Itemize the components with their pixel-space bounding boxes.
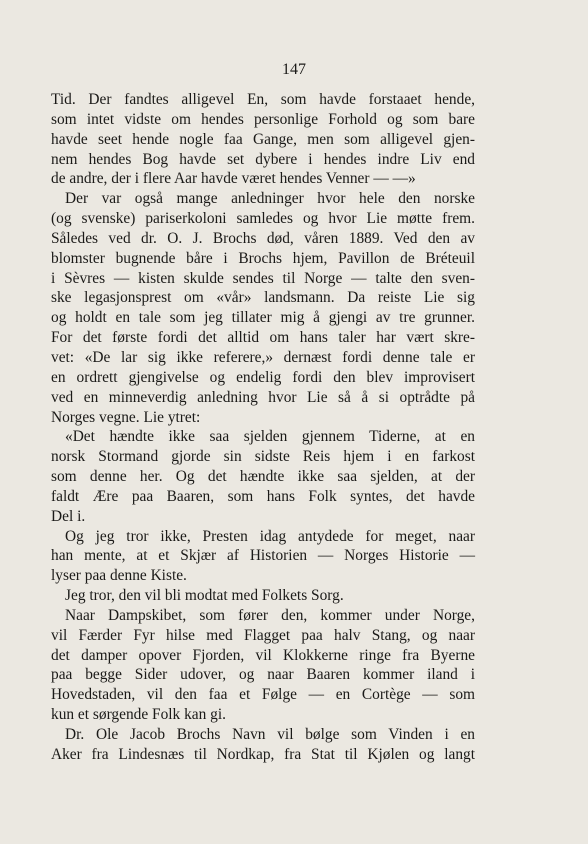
text-line: (og svenske) pariserkoloni samledes og hvor Lie møtte frem. xyxy=(51,210,475,228)
text-line: nem hendes Bog havde set dybere i hendes indre Liv end xyxy=(51,150,475,168)
body-text xyxy=(51,90,475,765)
text-line: havde seet hende nogle faa Gange, men som alligevel gjen- xyxy=(51,130,475,148)
text-line: «Det hændte ikke saa sjelden gjennem Tiderne, at en xyxy=(65,428,475,446)
text-line: Tid. Der fandtes alligevel En, som havde forstaaet hende, xyxy=(51,91,475,108)
text-line: det damper opover Fjorden, vil Klokkerne ringe fra Byerne xyxy=(51,646,475,664)
text-line: ved en minneverdig anledning hvor Lie så å si optrådte på xyxy=(51,388,475,406)
text-line: ske legasjonsprest om «vår» landsmann. Da reiste Lie sig xyxy=(51,289,475,307)
text-line: norsk Stormand gjorde sin sidste Reis hjem i en farkost xyxy=(51,448,475,466)
text-line: og holdt en tale som jeg tillater mig å gjengi av tre grunner. xyxy=(51,309,475,327)
text-line: faldt Ære paa Baaren, som hans Folk syntes, det havde xyxy=(51,487,475,505)
text-line: kun et sørgende Folk kan gi. xyxy=(51,706,226,724)
text-line: Der var også mange anledninger hvor hele den norske xyxy=(65,190,475,208)
text-line: han mente, at et Skjær af Historien — Norges Historie — xyxy=(51,547,475,565)
text-line: i Sèvres — kisten skulde sendes til Norge — talte den sven- xyxy=(51,269,475,287)
text-line: som intet vidste om hendes personlige Forhold og som bare xyxy=(51,110,475,128)
text-line: vil Færder Fyr hilse med Flagget paa halv Stang, og naar xyxy=(51,626,475,644)
text-line: en ordrett gjengivelse og endelig fordi den blev improvisert xyxy=(51,368,475,386)
text-line: Jeg tror, den vil bli modtat med Folkets Sorg. xyxy=(65,587,344,605)
text-line: For det første fordi det alltid om hans taler har vært skre- xyxy=(51,329,475,347)
text-line: Naar Dampskibet, som fører den, kommer under Norge, xyxy=(65,606,475,624)
text-line: blomster bugnende båre i Brochs hjem, Pavillon de Bréteuil xyxy=(51,249,475,267)
text-line: Hovedstaden, vil den faa et Følge — en Cortège — som xyxy=(51,686,475,704)
text-line: Aker fra Lindesnæs til Nordkap, fra Stat til Kjølen og langt xyxy=(51,745,475,763)
text-line: de andre, der i flere Aar havde været hendes Venner — —» xyxy=(51,170,416,188)
text-line: Dr. Ole Jacob Brochs Navn vil bølge som Vinden i en xyxy=(65,726,475,743)
text-line: Norges vegne. Lie ytret: xyxy=(51,408,201,426)
text-line: som denne her. Og det hændte ikke saa sjelden, at der xyxy=(51,468,475,486)
text-line: Del i. xyxy=(51,507,86,525)
text-line: paa begge Sider udover, og naar Baaren kommer iland i xyxy=(51,666,475,684)
text-line: Således ved dr. O. J. Brochs død, våren 1889. Ved den av xyxy=(51,229,475,247)
text-line: Og jeg tror ikke, Presten idag antydede for meget, naar xyxy=(65,527,475,545)
text-line: vet: «De lar sig ikke referere,» dernæst fordi denne tale er xyxy=(51,348,475,366)
text-line: lyser paa denne Kiste. xyxy=(51,567,187,585)
page-number: 147 xyxy=(282,61,306,78)
